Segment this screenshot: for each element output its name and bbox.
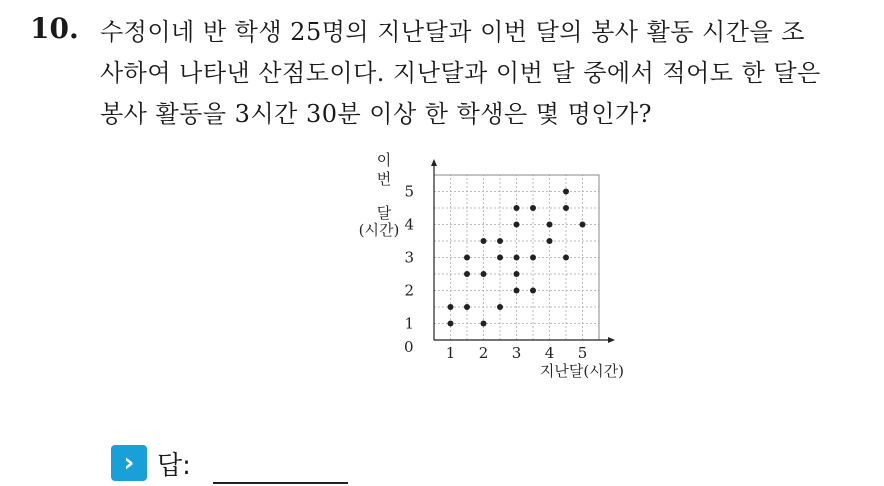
chevron-right-icon: › [111,445,147,481]
data-point [481,271,487,277]
data-point [448,304,454,310]
x-axis-arrow [608,337,615,343]
data-point [464,255,470,261]
data-point [514,271,520,277]
data-point [481,321,487,327]
y-axis-label-part: (시간) [358,221,400,239]
plot-points [448,189,586,327]
y-tick-label: 4 [404,215,414,234]
data-point [448,321,454,327]
data-point [530,205,536,211]
answer-label: 답: [157,451,191,481]
data-point [497,304,503,310]
x-tick-label: 2 [478,344,489,362]
origin-label: 0 [404,338,414,356]
data-point [514,288,520,294]
x-tick-label: 1 [445,344,456,362]
y-tick-label: 1 [404,314,414,333]
question-number: 10. [30,12,79,45]
y-tick-label: 2 [404,281,414,300]
y-tick-label: 3 [404,248,414,267]
answer-blank[interactable] [213,482,348,484]
data-point [563,189,569,195]
x-tick-label: 3 [511,344,522,362]
data-point [514,255,520,261]
plot-axes [431,159,615,343]
data-point [547,238,553,244]
data-point [530,288,536,294]
data-point [563,255,569,261]
data-point [514,222,520,228]
data-point [464,271,470,277]
y-axis-label-part: 달 [376,204,392,222]
data-point [580,222,586,228]
y-tick-label: 5 [404,182,414,201]
data-point [514,205,520,211]
data-point [497,255,503,261]
data-point [563,205,569,211]
x-tick-label: 5 [577,344,588,362]
y-axis-arrow [431,159,437,166]
data-point [481,238,487,244]
question-text-line-3: 봉사 활동을 3시간 30분 이상 한 학생은 몇 명인가? [100,100,653,128]
x-tick-label: 4 [544,344,555,362]
y-axis-label-part: 이 [376,151,392,169]
y-axis-label-part: 번 [376,170,392,188]
plot-labels [359,151,624,380]
data-point [530,255,536,261]
question-text-line-2: 사하여 나타낸 산점도이다. 지난달과 이번 달 중에서 적어도 한 달은 [100,59,821,87]
x-axis-label: 지난달(시간) [539,362,624,380]
data-point [464,304,470,310]
data-point [497,238,503,244]
question-text-line-1: 수정이네 반 학생 25명의 지난달과 이번 달의 봉사 활동 시간을 조 [100,18,805,46]
data-point [547,222,553,228]
